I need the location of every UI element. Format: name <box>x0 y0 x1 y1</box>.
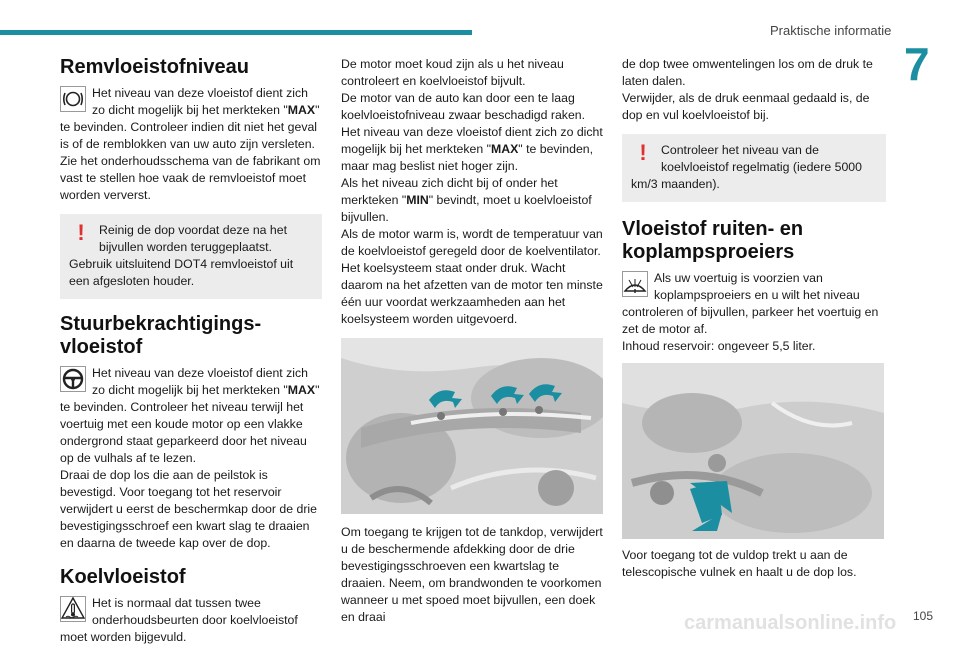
steering-body2: Draai de dop los die aan de peilstok is bevestigd. Voor toegang tot het reservoir verwijdert u eerst de beschermkap door de drie bevestigingsschroef een kwart slag te draaien en daarna de tweede kap over de dop. <box>60 468 317 550</box>
header-accent-bar <box>0 30 472 35</box>
column-3 <box>622 56 886 581</box>
max-mark: MAX <box>490 142 519 156</box>
steering-wheel-icon <box>60 366 86 392</box>
brake-body: te bevinden. Controleer indien dit niet het geval is of de remblokken van uw auto zijn versleten. Zie het onderhoudsschema van de fabrikant om vast te stellen hoe vaak de remvloeistof moet worden ververst. <box>60 120 321 202</box>
coolant-p3: Het niveau van deze vloeistof dient zich zo dicht mogelijk bij het merkteken "MAX" te bevinden, maar mag beslist niet hoger zijn. <box>341 125 603 173</box>
coolant-p1: De motor moet koud zijn als u het niveau controleert en koelvloeistof bijvult. <box>341 57 564 88</box>
steering-fluid-intro: Het niveau van deze vloeistof dient zich zo dicht mogelijk bij het merkteken "MAX" te bevinden. Controleer het niveau terwijl het voertuig met een koude motor op een vlakke ondergrond staat geparkeerd door het niveau op de vulhals af te lezen. <box>60 366 320 465</box>
column-2 <box>341 56 603 626</box>
column-1 <box>60 56 322 646</box>
coolant-intro: Het is normaal dat tussen twee onderhoudsbeurten door koelvloeistof moet worden bijgevuld. <box>60 596 298 644</box>
washer-fluid-heading: Vloeistof ruiten- en koplampsproeiers <box>622 218 804 263</box>
coolant-p7: de dop twee omwentelingen los om de druk te laten dalen. <box>622 57 873 88</box>
coolant-p2: De motor van de auto kan door een te laag koelvloeistofniveau zwaar beschadigd raken. <box>341 91 586 122</box>
washer-reservoir-photo <box>622 363 884 539</box>
watermark: carmanualsonline.info <box>684 612 897 634</box>
steering-body1: te bevinden. Controleer het niveau terwijl het voertuig met een koude motor op een vlakke ondergrond staat geparkeerd door het niveau op de vulhals af te lezen. <box>60 400 307 465</box>
page-number: 105 <box>913 609 934 623</box>
coolant-temperature-icon <box>60 596 86 622</box>
coolant-p4: Als het niveau zich dicht bij of onder het merkteken "MIN" bevindt, moet u koelvloeistof bijvullen. <box>341 176 592 224</box>
brake-fluid-heading: Remvloeistofniveau <box>60 56 249 78</box>
washer-after-photo: Voor toegang tot de vuldop trekt u aan de telescopische vulnek en haalt u de dop los. <box>622 548 857 579</box>
washer-capacity: Inhoud reservoir: ongeveer 5,5 liter. <box>622 339 816 353</box>
coolant-warning-text: Controleer het niveau van de koelvloeistof regelmatig (iedere 5000 km/3 maanden). <box>631 143 862 191</box>
brake-warning-box <box>60 214 322 299</box>
coolant-p6: Om toegang te krijgen tot de tankdop, verwijdert u de beschermende afdekking door de drie bevestigingsschroeven een kwartslag te draaien. Neem, om brandwonden te voorkomen wanneer u met spoed moet bijvullen, een doek en draai <box>341 525 603 624</box>
brake-warning-text: Reinig de dop voordat deze na het bijvullen worden teruggeplaatst. Gebruik uitsluitend DOT4 remvloeistof uit een afgesloten houder. <box>69 223 294 288</box>
min-mark: MIN <box>406 193 429 207</box>
coolant-p8: Verwijder, als de druk eenmaal gedaald is, de dop en vul koelvloeistof bij. <box>622 91 870 122</box>
brake-intro-line1: Het niveau van deze vloeistof dient zich <box>92 86 309 100</box>
max-mark: MAX <box>287 103 316 117</box>
coolant-p5: Als de motor warm is, wordt de temperatuur van de koelvloeistof geregeld door de koelventilator. Het koelsysteem staat onder druk. Wacht daarom na het afzetten van de motor ten minste één uur voordat werkzaamheden aan het koelsysteem worden uitgevoerd. <box>341 227 603 326</box>
brake-warning-icon <box>60 86 86 112</box>
washer-intro: Als uw voertuig is voorzien van koplampsproeiers en u wilt het niveau controleren of bijvullen, parkeer het voertuig en zet de motor af. <box>622 271 879 336</box>
coolant-warning-box <box>622 134 886 202</box>
coolant-heading: Koelvloeistof <box>60 566 186 588</box>
engine-bay-coolant-photo <box>341 338 603 514</box>
windscreen-washer-icon <box>622 271 648 297</box>
max-mark: MAX <box>287 383 316 397</box>
steering-fluid-heading: Stuurbekrachtigings-vloeistof <box>60 313 262 358</box>
section-title: Praktische informatie <box>770 23 892 38</box>
exclamation-icon: ! <box>77 220 85 245</box>
exclamation-icon: ! <box>639 140 647 165</box>
brake-fluid-intro: Het niveau van deze vloeistof dient zich zo dicht mogelijk bij het merkteken "MAX" te bevinden. Controleer indien dit niet het geval is of de remblokken van uw auto zijn versleten. Zie het onderhoudsschema van de fabrikant om vast te stellen hoe vaak de remvloeistof moet worden ververst. <box>60 86 321 202</box>
chapter-number: 7 <box>904 38 930 90</box>
